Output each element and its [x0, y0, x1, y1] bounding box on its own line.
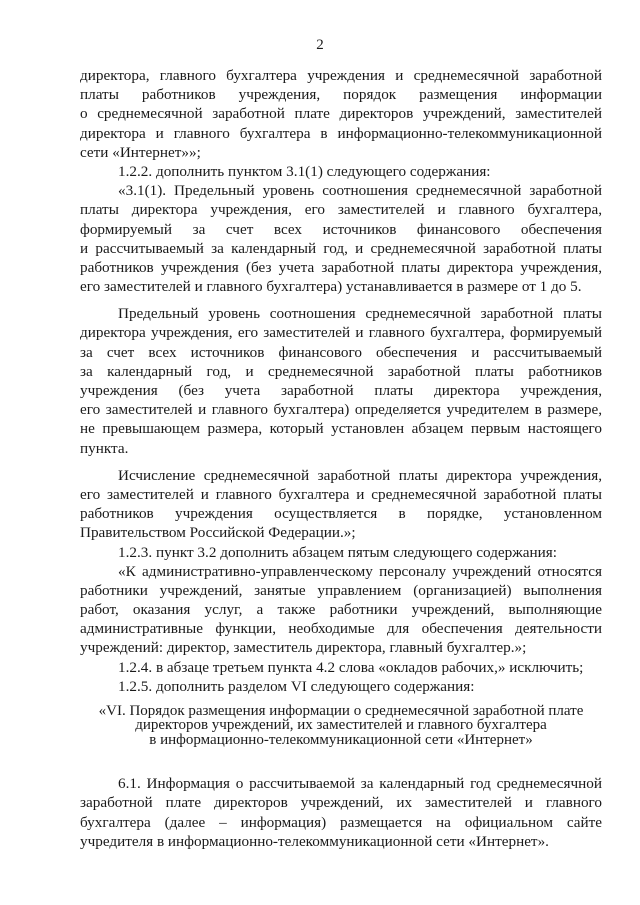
text-line: «К административно-управленческому персоналу учреждений относятся	[118, 562, 602, 580]
paragraph-6-1	[80, 774, 602, 851]
text-line: 6.1. Информация о рассчитываемой за календарный год среднемесячной	[118, 775, 602, 793]
text-line: платы работников учреждения, порядок размещения информации	[80, 86, 602, 104]
text-line: его заместителей и главного бухгалтера) устанавливается в размере от 1 до 5.	[80, 278, 582, 296]
paragraph-admin-staff	[80, 562, 602, 658]
text-line: директора учреждения, его заместителей и главного бухгалтера, формируемый	[80, 324, 602, 342]
text-line: о среднемесячной заработной плате директоров учреждений, заместителей	[80, 105, 602, 123]
section-heading	[80, 704, 602, 747]
text-line: не превышающем размера, который установлен абзацем первым настоящего	[80, 420, 602, 438]
text-line: работ, оказания услуг, а также работники учреждений, выполняющие	[80, 601, 602, 619]
text-line: учредителя в информационно-телекоммуникационной сети «Интернет».	[80, 832, 549, 850]
paragraph-continuation	[80, 66, 602, 162]
paragraph-calculation	[80, 466, 602, 543]
text-line: 1.2.5. дополнить разделом VI следующего содержания:	[118, 677, 475, 695]
text-line: бухгалтера (далее – информация) размещается на официальном сайте	[80, 813, 602, 831]
text-line: его заместителей и главного бухгалтера и среднемесячной заработной платы	[80, 485, 602, 503]
text-line: учреждений: директор, заместитель директора, главный бухгалтер.»;	[80, 639, 527, 657]
text-line: заработной плате директоров учреждений, их заместителей и главного	[80, 794, 602, 812]
text-line: Правительством Российской Федерации.»;	[80, 524, 356, 542]
text-line: директора, главного бухгалтера учреждения и среднемесячной заработной	[80, 67, 602, 84]
paragraph-item-1-2-4	[80, 658, 602, 677]
text-line: «3.1(1). Предельный уровень соотношения среднемесячной заработной	[118, 182, 602, 200]
heading-line: «VI. Порядок размещения информации о среднемесячной заработной плате	[98, 703, 584, 719]
text-line: формируемый за счет всех источников финансового обеспечения	[80, 220, 602, 238]
heading-line: в информационно-телекоммуникационной сети «Интернет»	[149, 731, 533, 748]
text-line: административные функции, необходимые для обеспечения деятельности	[80, 620, 602, 638]
text-line: сети «Интернет»»;	[80, 143, 201, 161]
text-line: работники учреждений, занятые управлением (организацией) выполнения	[80, 581, 602, 599]
paragraph-limit-level	[80, 304, 602, 458]
text-line: директора и главного бухгалтера в информационно-телекоммуникационной	[80, 124, 602, 142]
heading-line: директоров учреждений, их заместителей и главного бухгалтера	[135, 717, 547, 734]
paragraph-item-1-2-5	[80, 677, 602, 696]
text-line: и рассчитываемый за календарный год, и среднемесячной заработной платы	[80, 239, 602, 257]
text-line: пункта.	[80, 439, 129, 457]
text-line: его заместителей и главного бухгалтера) определяется учредителем в размере,	[80, 401, 602, 419]
paragraph-3-1-1	[80, 181, 602, 296]
paragraph-item-1-2-2	[80, 162, 602, 181]
text-line: работников учреждения (без учета заработной платы директора учреждения,	[80, 258, 602, 276]
text-line: работников учреждения осуществляется в порядке, установленном	[80, 505, 602, 523]
text-line: 1.2.3. пункт 3.2 дополнить абзацем пятым следующего содержания:	[118, 543, 557, 561]
text-line: за календарный год, и среднемесячной заработной платы работников	[80, 362, 602, 380]
paragraph-item-1-2-3	[80, 543, 602, 562]
page-number: 2	[316, 37, 324, 53]
text-line: учреждения (без учета заработной платы директора учреждения,	[80, 382, 602, 399]
text-line: Предельный уровень соотношения среднемесячной заработной платы	[118, 305, 602, 323]
text-line: 1.2.4. в абзаце третьем пункта 4.2 слова «окладов рабочих,» исключить;	[118, 658, 584, 676]
text-line: Исчисление среднемесячной заработной платы директора учреждения,	[118, 466, 602, 484]
document-body	[80, 66, 602, 851]
text-line: платы директора учреждения, его заместителей и главного бухгалтера,	[80, 201, 602, 219]
text-line: за счет всех источников финансового обеспечения и рассчитываемый	[80, 343, 602, 361]
text-line: 1.2.2. дополнить пунктом 3.1(1) следующего содержания:	[118, 162, 491, 180]
